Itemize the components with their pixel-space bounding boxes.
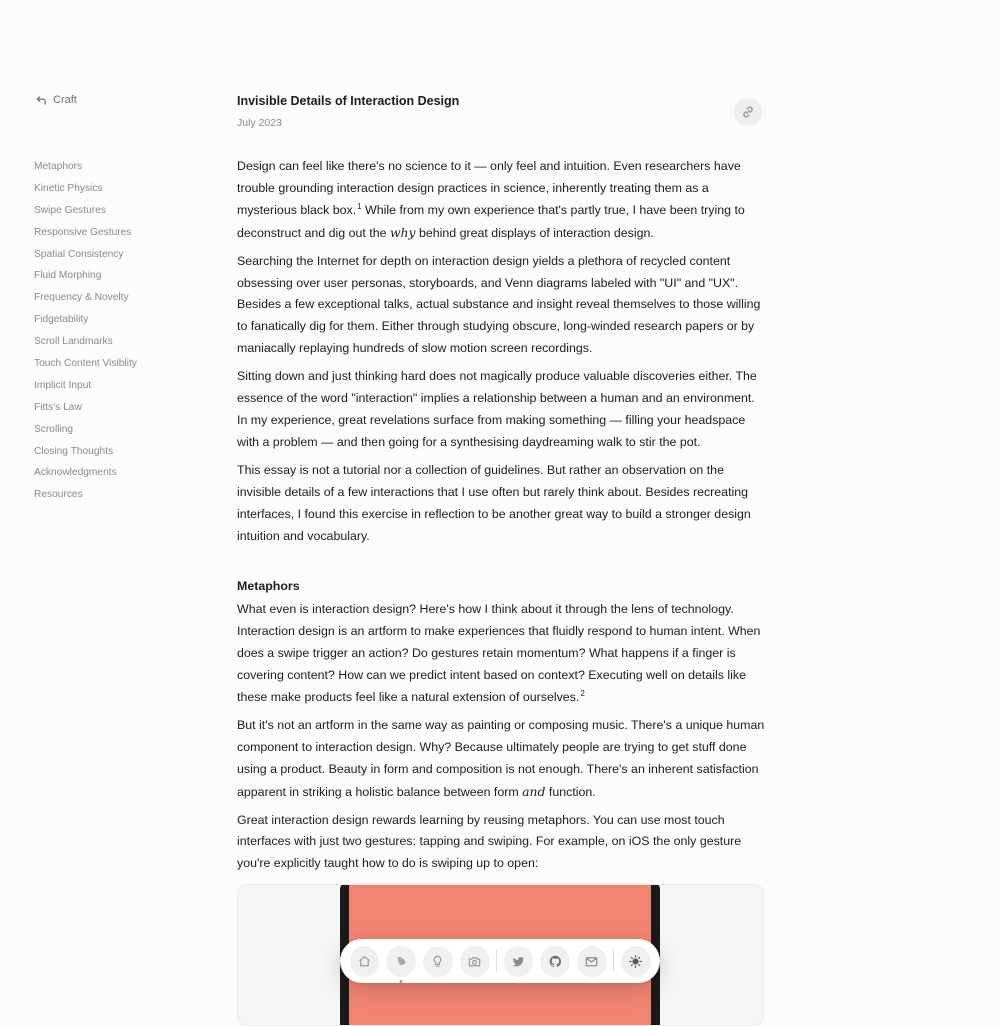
article-title: Invisible Details of Interaction Design — [237, 94, 460, 108]
toc-item-resources[interactable]: Resources — [34, 489, 83, 501]
dock-github-button[interactable] — [540, 946, 570, 977]
dock-photos-button[interactable] — [460, 946, 490, 977]
toc-item-scroll-landmarks[interactable]: Scroll Landmarks — [34, 336, 113, 348]
emphasis-why: why — [389, 224, 416, 240]
toc-item-touch-content-visibility[interactable]: Touch Content Visiblity — [34, 358, 137, 370]
toc-item-metaphors[interactable]: Metaphors — [34, 161, 83, 172]
theme-sun-icon — [628, 954, 643, 969]
twitter-icon — [511, 954, 526, 969]
dock-twitter-button[interactable] — [504, 946, 534, 977]
paragraph-searching: Searching the Internet for depth on interaction design yields a plethora of recycled content obsessing over user personas, storyboards, and Venn diagrams labeled with "UI" and "UX". Besides a few exceptional talks, actual substance and insight reveal themselves to those willing to fanatically dig for them. Either through studying obscure, long-winded research papers or by maniacally replaying hundreds of slow motion screen recordings. — [237, 253, 761, 356]
return-arrow-icon — [36, 95, 47, 106]
paragraph-artform-a: But it's not an artform in the same way as painting or composing music. There's a unique human component to interaction design. Why? Because ultimately people are trying to get stuff done using a product. Beauty in form and composition is not enough. There's an inherent satisfaction apparent in striking a holistic balance between form — [237, 717, 765, 799]
article-body — [237, 156, 765, 875]
github-icon — [548, 954, 563, 969]
paragraph-intro — [237, 156, 765, 245]
toc-item-implicit-input[interactable]: Implicit Input — [34, 379, 92, 391]
toc-item-scrolling[interactable]: Scrolling — [34, 423, 74, 435]
footnote-ref-2[interactable]: 2 — [580, 689, 585, 699]
paragraph-intro-b: While from my own experience that's partly true, I have been trying to deconstruct and dig out the — [237, 202, 745, 240]
section-heading-metaphors: Metaphors — [237, 579, 300, 594]
toc-item-fluid-morphing[interactable]: Fluid Morphing — [34, 270, 102, 282]
back-link-label: Craft — [53, 94, 77, 106]
emphasis-and: and — [522, 783, 546, 799]
toc-item-responsive-gestures[interactable]: Responsive Gestures — [34, 226, 132, 238]
dock-theme-toggle[interactable] — [621, 946, 651, 977]
paragraph-essay: This essay is not a tutorial nor a collection of guidelines. But rather an observation on the invisible details of a few interactions that I use often but rarely think about. Besides recreating interfaces, I found this exercise in reflection to be another great way to build a stronger design intuition and vocabulary. — [237, 462, 751, 543]
dock-separator — [496, 950, 497, 972]
toc-item-spatial-consistency[interactable]: Spatial Consistency — [34, 248, 124, 260]
home-icon — [357, 954, 372, 969]
paragraph-what-is — [237, 599, 765, 709]
dock-separator — [613, 950, 614, 972]
paragraph-metaphors: Great interaction design rewards learning by reusing metaphors. You can use most touch interfaces with just two gestures: tapping and swiping. For example, on iOS the only gesture you're explicitly taught how to do is swiping up to open: — [237, 812, 742, 871]
toc-item-fitts-law[interactable]: Fitts's Law — [34, 401, 82, 413]
toc-item-swipe-gestures[interactable]: Swipe Gestures — [34, 204, 106, 216]
toc-item-fidgetability[interactable]: Fidgetability — [34, 314, 89, 326]
paragraph-artform — [237, 715, 765, 804]
toc-item-kinetic-physics[interactable]: Kinetic Physics — [34, 182, 103, 194]
paragraph-intro-c: behind great displays of interaction design. — [415, 225, 654, 240]
toc-item-acknowledgments[interactable]: Acknowledgments — [34, 467, 117, 479]
paragraph-artform-b: function. — [545, 784, 596, 799]
article — [237, 92, 765, 881]
back-link-craft[interactable] — [36, 94, 77, 106]
paragraph-what-is-text: What even is interaction design? Here's how I think about it through the lens of technology. Interaction design is an artform to make experiences that fluidly respond to human intent. When does a swipe trigger an action? Do gestures retain momentum? What happens if a finger is covering content? How can we predict intent based on context? Executing well on details like these make products feel like a natural extension of ourselves. — [237, 602, 761, 705]
toc-item-frequency-novelty[interactable]: Frequency & Novelty — [34, 292, 129, 304]
active-indicator-dot — [400, 980, 403, 983]
paragraph-sitting-down: Sitting down and just thinking hard does not magically produce valuable discoveries either. The essence of the word "interaction" implies a relationship between a human and an environment. In my experience, great revelations surface from making something — filling your headspace with a problem — and then going for a synthesising daydreaming walk to stir the pot. — [237, 369, 757, 449]
toc-item-closing-thoughts[interactable]: Closing Thoughts — [34, 445, 114, 457]
footnote-ref-1[interactable]: 1 — [357, 201, 362, 211]
table-of-contents — [34, 156, 137, 506]
paragraph-intro-a: Design can feel like there's no science to it — only feel and intuition. Even researchers have trouble grounding interaction design practices in science, inherently treating them as a mysterious black box. — [237, 159, 741, 217]
mail-icon — [584, 954, 599, 969]
dock-craft-button[interactable] — [386, 946, 416, 977]
dock-mail-button[interactable] — [577, 946, 607, 977]
article-date: July 2023 — [237, 117, 282, 129]
craft-icon — [394, 954, 409, 969]
lightbulb-icon — [430, 954, 445, 969]
dock-home-button[interactable] — [350, 946, 380, 977]
dock-ideas-button[interactable] — [423, 946, 453, 977]
camera-icon — [467, 954, 482, 969]
bottom-dock — [340, 939, 660, 983]
